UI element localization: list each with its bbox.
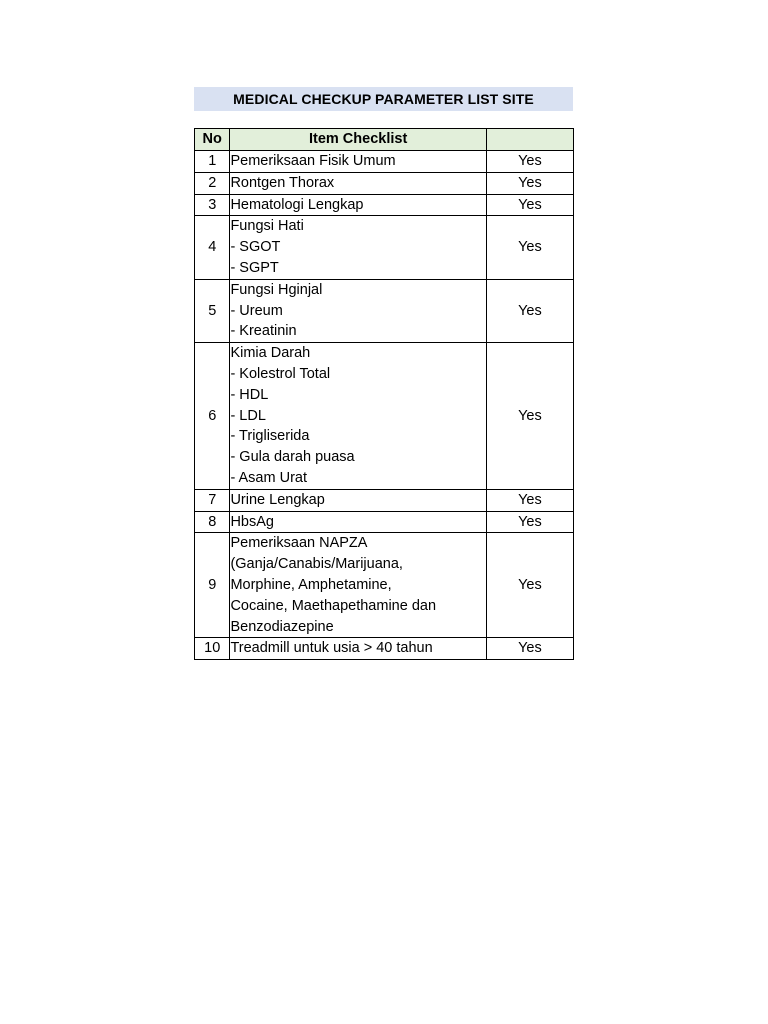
table-row [195, 216, 574, 279]
item-checklist-cell [230, 343, 486, 490]
result-value: Yes [486, 151, 573, 173]
item-subitem: (Ganja/Canabis/Marijuana, [230, 556, 403, 573]
header-item-checklist: Item Checklist [230, 129, 486, 151]
result-value: Yes [486, 511, 573, 533]
item-subitem: - LDL [230, 407, 266, 424]
row-number: 9 [195, 533, 230, 638]
row-number: 1 [195, 151, 230, 173]
row-number: 4 [195, 216, 230, 279]
table-row [195, 489, 574, 511]
item-subitem: Benzodiazepine [230, 618, 334, 635]
result-value: Yes [486, 216, 573, 279]
item-title: Hematologi Lengkap [230, 196, 364, 213]
table-row [195, 638, 574, 660]
item-title: HbsAg [230, 513, 274, 530]
item-subitem: - Trigliserida [230, 428, 310, 445]
item-subitem: Cocaine, Maethapethamine dan [230, 597, 437, 614]
item-subitem: - Kolestrol Total [230, 365, 331, 382]
item-checklist-cell [230, 511, 486, 533]
row-number: 8 [195, 511, 230, 533]
table-row [195, 172, 574, 194]
item-title: Urine Lengkap [230, 491, 325, 508]
item-checklist-cell [230, 216, 486, 279]
item-title: Fungsi Hginjal [230, 281, 323, 298]
item-subitem: - Ureum [230, 302, 283, 319]
result-value: Yes [486, 279, 573, 342]
table-body [195, 151, 574, 660]
table-row [195, 343, 574, 490]
item-checklist-cell [230, 279, 486, 342]
item-checklist-cell [230, 172, 486, 194]
table-header-row [195, 129, 574, 151]
item-title: Pemeriksaan Fisik Umum [230, 153, 396, 169]
result-value: Yes [486, 638, 573, 660]
item-subitem: - Gula darah puasa [230, 449, 355, 466]
result-value: Yes [486, 533, 573, 638]
row-number: 7 [195, 489, 230, 511]
item-title: Kimia Darah [230, 345, 311, 362]
row-number: 6 [195, 343, 230, 490]
checklist-table [194, 128, 574, 660]
result-value: Yes [486, 194, 573, 216]
item-title: Treadmill untuk usia > 40 tahun [230, 640, 433, 657]
item-checklist-cell [230, 489, 486, 511]
table-row [195, 533, 574, 638]
item-checklist-cell [230, 638, 486, 660]
item-subitem: - SGOT [230, 239, 281, 256]
item-checklist-cell [230, 151, 486, 173]
page-title: MEDICAL CHECKUP PARAMETER LIST SITE [194, 87, 573, 111]
item-checklist-cell [230, 194, 486, 216]
table-row [195, 151, 574, 173]
row-number: 2 [195, 172, 230, 194]
row-number: 5 [195, 279, 230, 342]
item-title: Rontgen Thorax [230, 174, 335, 191]
result-value: Yes [486, 343, 573, 490]
item-subitem: - SGPT [230, 259, 279, 276]
row-number: 10 [195, 638, 230, 660]
table-row [195, 194, 574, 216]
header-result [486, 129, 573, 151]
item-subitem: - HDL [230, 386, 269, 403]
result-value: Yes [486, 172, 573, 194]
result-value: Yes [486, 489, 573, 511]
item-subitem: - Asam Urat [230, 469, 307, 486]
item-checklist-cell [230, 533, 486, 638]
item-title: Fungsi Hati [230, 218, 304, 235]
header-no: No [195, 129, 230, 151]
table-row [195, 511, 574, 533]
row-number: 3 [195, 194, 230, 216]
item-subitem: Morphine, Amphetamine, [230, 576, 392, 593]
table-row [195, 279, 574, 342]
item-subitem: - Kreatinin [230, 323, 297, 340]
item-title: Pemeriksaan NAPZA [230, 535, 368, 552]
